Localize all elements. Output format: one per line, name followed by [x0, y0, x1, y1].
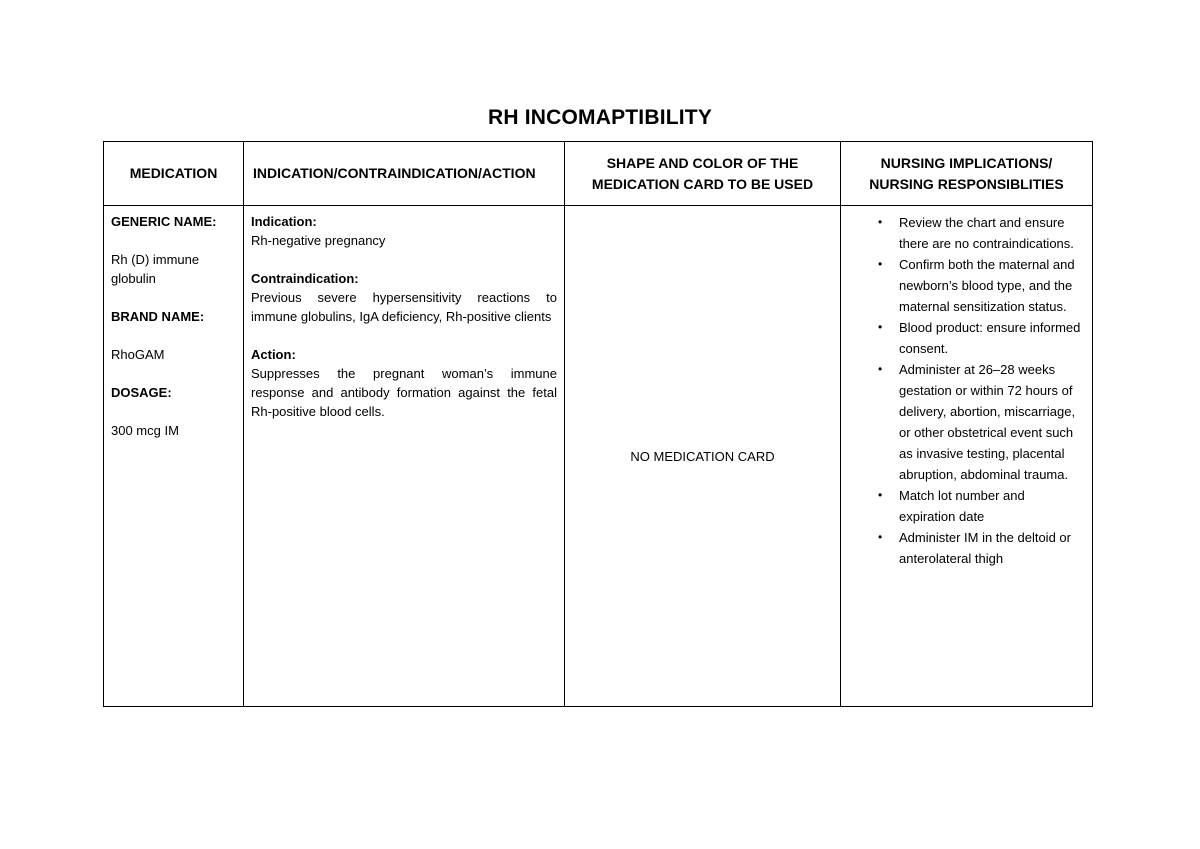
list-item: • Administer IM in the deltoid or anterolateral thigh: [849, 527, 1084, 569]
medication-table: [103, 141, 1093, 707]
header-card-line2: MEDICATION CARD TO BE USED: [591, 175, 814, 192]
list-item: • Blood product: ensure informed consent.: [849, 317, 1084, 359]
generic-name-label: GENERIC NAME:: [111, 214, 217, 229]
list-item: • Administer at 26–28 weeks gestation or within 72 hours of delivery, abortion, miscarriage, or other obstetrical event such as invasive testing, placental abruption, abdominal trauma.: [849, 359, 1084, 485]
contraindication-text: Previous severe hypersensitivity reactions to immune globulins, IgA deficiency, Rh-positive clients: [251, 290, 557, 324]
brand-name-value: RhoGAM: [111, 347, 165, 362]
header-card-line1: SHAPE AND COLOR OF THE: [606, 154, 799, 171]
no-medication-card-text: NO MEDICATION CARD: [630, 448, 775, 464]
table-header-row: [104, 142, 1093, 206]
bullet-icon: •: [878, 362, 883, 376]
brand-name-label: BRAND NAME:: [111, 309, 205, 324]
bullet-icon: •: [878, 488, 883, 502]
dosage-value: 300 mcg IM: [111, 423, 179, 438]
header-indication: INDICATION/CONTRAINDICATION/ACTION: [244, 142, 565, 206]
medication-cell: [104, 206, 244, 707]
bullet-icon: •: [878, 215, 883, 229]
action-label: Action:: [251, 347, 296, 362]
generic-name-value-line1: Rh (D) immune: [111, 252, 200, 267]
header-nursing-line1: NURSING IMPLICATIONS/: [880, 154, 1053, 171]
header-nursing-line2: NURSING RESPONSIBLITIES: [869, 175, 1064, 192]
dosage-label: DOSAGE:: [111, 385, 172, 400]
header-nursing: [841, 142, 1093, 206]
contraindication-label: Contraindication:: [251, 271, 359, 286]
nursing-cell: [841, 206, 1093, 707]
list-item: • Match lot number and expiration date: [849, 485, 1084, 527]
table-row: [104, 206, 1093, 707]
header-card: [565, 142, 841, 206]
generic-name-value-line2: globulin: [111, 271, 156, 286]
list-item: • Review the chart and ensure there are no contraindications.: [849, 212, 1084, 254]
page-title: RH INCOMAPTIBILITY: [487, 106, 713, 129]
action-text: Suppresses the pregnant woman’s immune response and antibody formation against the fetal Rh-positive blood cells.: [251, 366, 557, 419]
indication-text: Rh-negative pregnancy: [251, 233, 386, 248]
bullet-icon: •: [878, 257, 883, 271]
bullet-icon: •: [878, 530, 883, 544]
card-cell: [565, 206, 841, 707]
list-item: • Confirm both the maternal and newborn’s blood type, and the maternal sensitization status.: [849, 254, 1084, 317]
header-medication: MEDICATION: [104, 142, 244, 206]
nursing-list: [849, 212, 1084, 569]
indication-label: Indication:: [251, 214, 317, 229]
bullet-icon: •: [878, 320, 883, 334]
indication-cell: [244, 206, 565, 707]
